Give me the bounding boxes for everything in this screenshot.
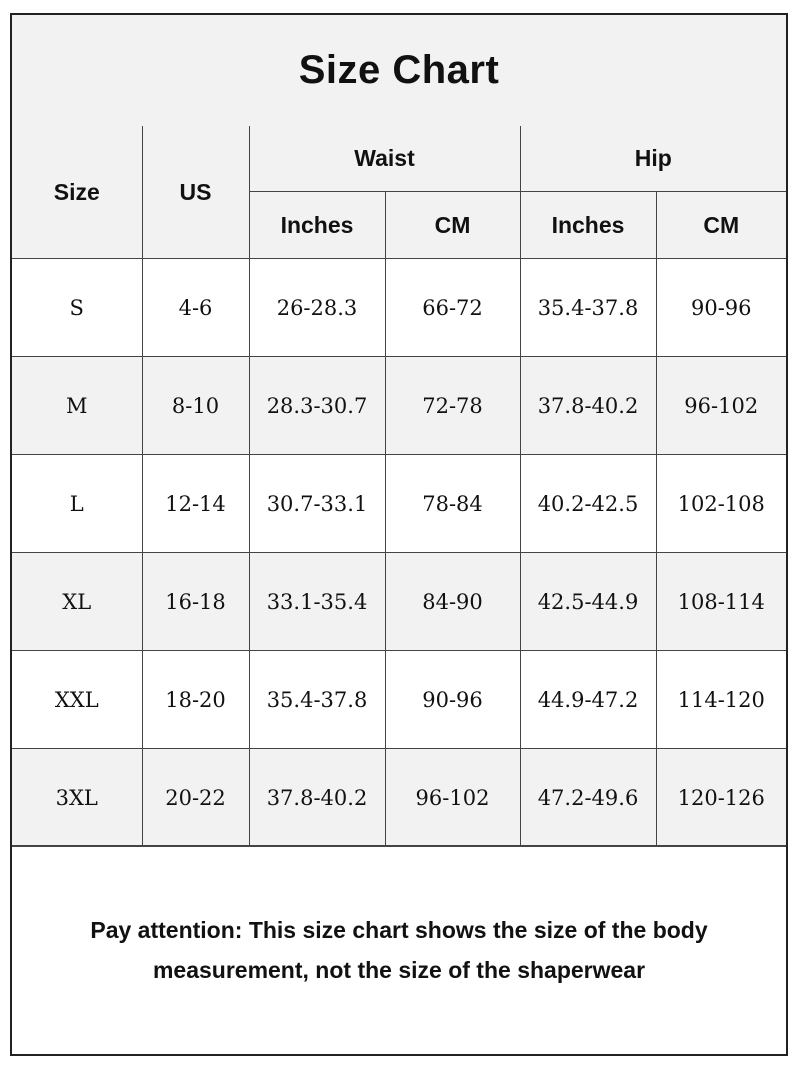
size-table [12, 126, 786, 847]
header-size: Size [12, 126, 142, 259]
cell-us: 16-18 [142, 553, 249, 651]
cell-size: 3XL [12, 749, 142, 847]
page-title: Size Chart [12, 15, 786, 127]
cell-us: 18-20 [142, 651, 249, 749]
header-waist-cm: CM [385, 192, 520, 259]
cell-us: 4-6 [142, 259, 249, 357]
cell-hip-inches: 35.4-37.8 [520, 259, 656, 357]
header-hip-cm: CM [656, 192, 786, 259]
cell-hip-inches: 37.8-40.2 [520, 357, 656, 455]
cell-waist-inches: 35.4-37.8 [249, 651, 385, 749]
attention-note [12, 845, 786, 1054]
header-hip-inches: Inches [520, 192, 656, 259]
cell-waist-cm: 90-96 [385, 651, 520, 749]
cell-hip-inches: 47.2-49.6 [520, 749, 656, 847]
cell-hip-cm: 90-96 [656, 259, 786, 357]
table-row [12, 651, 786, 749]
cell-hip-inches: 44.9-47.2 [520, 651, 656, 749]
cell-waist-inches: 26-28.3 [249, 259, 385, 357]
note-line-1: Pay attention: This size chart shows the size of the body [90, 917, 708, 943]
table-row [12, 749, 786, 847]
cell-waist-inches: 28.3-30.7 [249, 357, 385, 455]
cell-waist-cm: 72-78 [385, 357, 520, 455]
cell-hip-cm: 114-120 [656, 651, 786, 749]
cell-hip-inches: 40.2-42.5 [520, 455, 656, 553]
cell-waist-inches: 33.1-35.4 [249, 553, 385, 651]
header-us: US [142, 126, 249, 259]
cell-hip-inches: 42.5-44.9 [520, 553, 656, 651]
cell-waist-cm: 96-102 [385, 749, 520, 847]
cell-us: 20-22 [142, 749, 249, 847]
cell-size: L [12, 455, 142, 553]
table-row [12, 553, 786, 651]
cell-waist-inches: 30.7-33.1 [249, 455, 385, 553]
table-row [12, 357, 786, 455]
cell-hip-cm: 120-126 [656, 749, 786, 847]
header-hip: Hip [520, 126, 786, 192]
cell-waist-cm: 66-72 [385, 259, 520, 357]
cell-waist-inches: 37.8-40.2 [249, 749, 385, 847]
note-line-2: measurement, not the size of the shaperwear [152, 957, 646, 983]
cell-us: 8-10 [142, 357, 249, 455]
cell-size: XXL [12, 651, 142, 749]
table-row [12, 259, 786, 357]
size-chart-frame [10, 13, 788, 1056]
table-row [12, 455, 786, 553]
cell-hip-cm: 96-102 [656, 357, 786, 455]
cell-waist-cm: 78-84 [385, 455, 520, 553]
cell-size: M [12, 357, 142, 455]
cell-waist-cm: 84-90 [385, 553, 520, 651]
cell-hip-cm: 102-108 [656, 455, 786, 553]
cell-size: XL [12, 553, 142, 651]
cell-us: 12-14 [142, 455, 249, 553]
header-waist: Waist [249, 126, 520, 192]
cell-hip-cm: 108-114 [656, 553, 786, 651]
cell-size: S [12, 259, 142, 357]
header-waist-inches: Inches [249, 192, 385, 259]
